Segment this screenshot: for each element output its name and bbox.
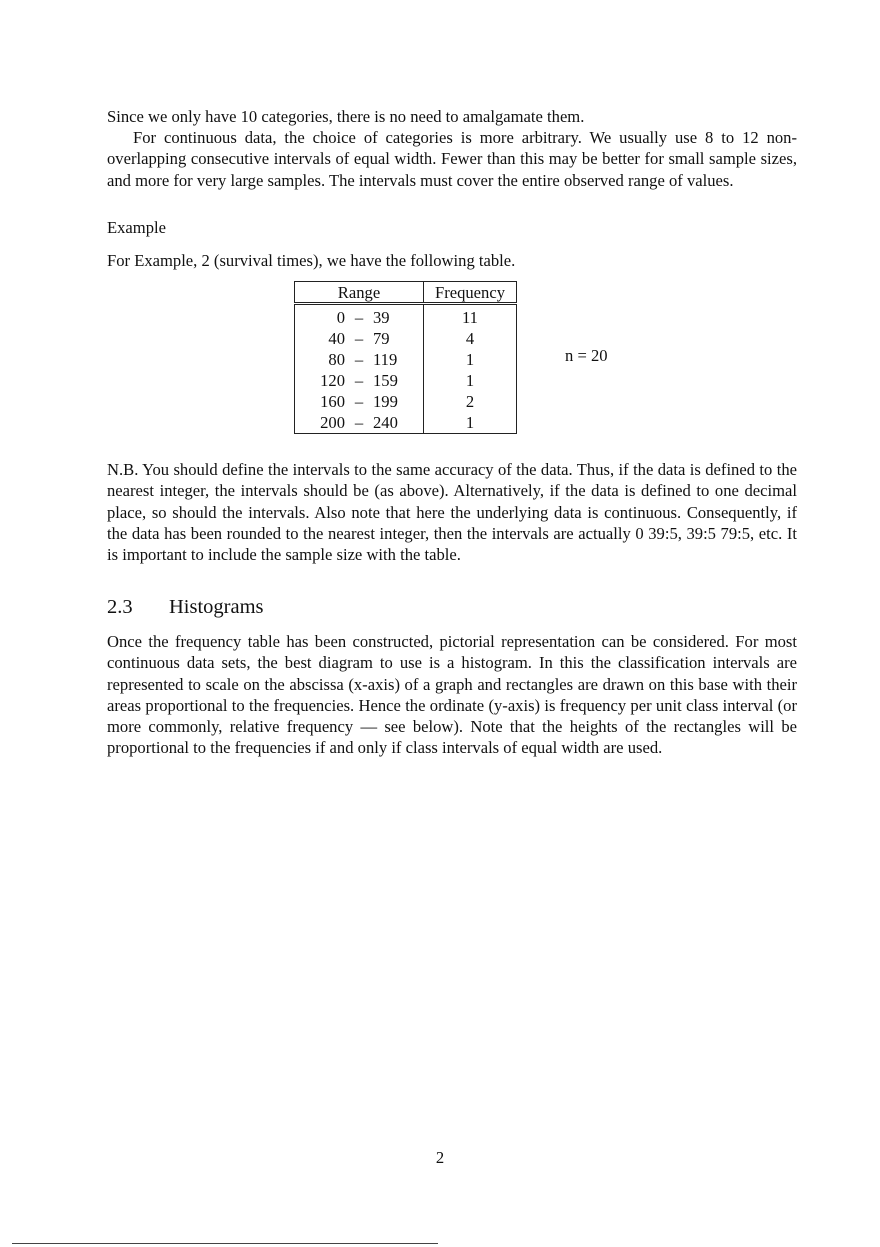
example-intro: For Example, 2 (survival times), we have the following table. [107, 251, 516, 271]
frequency-cell: 2 [424, 391, 517, 412]
frequency-cell: 1 [424, 412, 517, 434]
range-low: 120 [320, 371, 345, 391]
range-cell [295, 328, 424, 349]
range-high: 39 [373, 308, 390, 328]
page-number: 2 [435, 1148, 445, 1167]
range-low: 80 [328, 350, 345, 370]
header-frequency: Frequency [424, 282, 517, 304]
paragraph-histograms: Once the frequency table has been constructed, pictorial representation can be considered. For most continuous data sets, the best diagram to use is a histogram. In this the classification intervals are represented to scale on the abscissa (x-axis) of a graph and rectangles are drawn on this base with their areas proportional to the frequencies. Hence the ordinate (y-axis) is frequency per unit class interval (or more commonly, relative frequency — see below). Note that the heights of the rectangles will be proportional to the frequencies if and only if class intervals of equal width are used. [107, 632, 797, 758]
range-dash: – [354, 392, 364, 412]
range-high: 240 [373, 413, 398, 433]
paragraph-amalgamate: Since we only have 10 categories, there is no need to amalgamate them. [107, 107, 585, 126]
range-cell [295, 391, 424, 412]
range-high: 79 [373, 329, 390, 349]
frequency-table [294, 281, 517, 434]
range-low: 40 [328, 329, 345, 349]
range-dash: – [354, 413, 364, 433]
table-row [295, 328, 517, 349]
range-dash: – [354, 329, 364, 349]
frequency-cell: 4 [424, 328, 517, 349]
section-number: 2.3 [107, 596, 133, 619]
example-label: Example [107, 217, 166, 237]
range-high: 199 [373, 392, 398, 412]
table-row [295, 412, 517, 434]
table-row [295, 304, 517, 329]
footer-rule [12, 1243, 438, 1244]
range-high: 159 [373, 371, 398, 391]
range-dash: – [354, 308, 364, 328]
range-dash: – [354, 350, 364, 370]
range-cell [295, 304, 424, 329]
table-row [295, 370, 517, 391]
range-dash: – [354, 371, 364, 391]
frequency-cell: 1 [424, 370, 517, 391]
range-cell [295, 412, 424, 434]
header-range: Range [295, 282, 424, 304]
paragraph-nb: N.B. You should define the intervals to the same accuracy of the data. Thus, if the data is defined to the nearest integer, the intervals should be (as above). Alternatively, if the data is defined to one decimal place, so should the intervals. Also note that here the underlying data is continuous. Consequently, if the data has been rounded to the nearest integer, then the intervals are actually 0 39:5, 39:5 79:5, etc. It is important to include the sample size with the table. [107, 460, 797, 565]
table-header-row [295, 282, 517, 304]
sample-size-label: n = 20 [565, 346, 608, 366]
frequency-cell: 11 [424, 304, 517, 329]
range-cell [295, 370, 424, 391]
frequency-table-block [107, 281, 797, 451]
page-content [107, 106, 797, 758]
table-row [295, 391, 517, 412]
range-high: 119 [373, 350, 398, 370]
range-low: 0 [336, 308, 345, 328]
range-low: 200 [320, 413, 345, 433]
range-low: 160 [320, 392, 345, 412]
frequency-cell: 1 [424, 349, 517, 370]
section-title: Histograms [169, 596, 264, 619]
range-cell [295, 349, 424, 370]
table-row [295, 349, 517, 370]
paragraph-continuous-data: For continuous data, the choice of categories is more arbitrary. We usually use 8 to 12 non-overlapping consecutive intervals of equal width. Fewer than this may be better for small sample sizes, and more for very large samples. The intervals must cover the entire observed range of values. [107, 128, 797, 190]
section-heading [107, 595, 797, 619]
